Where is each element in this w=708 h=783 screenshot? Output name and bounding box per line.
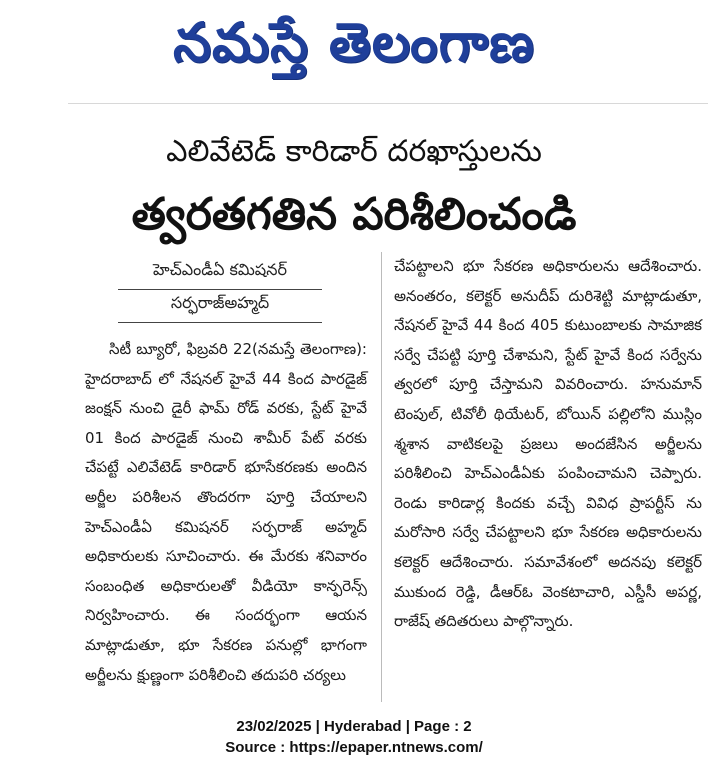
masthead-logo: నమస్తే తెలంగాణ (173, 11, 535, 74)
byline-underline (118, 322, 322, 323)
sub-headline: ఎలివేటెడ్ కారిడార్ దరఖాస్తులను (166, 134, 542, 169)
byline-underline (118, 289, 322, 290)
byline-designation: హెచ్ఎండీఏ కమిషనర్ (153, 260, 287, 279)
article-paragraph: సిటీ బ్యూరో, ఫిబ్రవరి 22(నమస్తే తెలంగాణ): హైదరాబాద్ లో నేషనల్ హైవే 44 కింద పారడైజ్ జంక్షన్ నుంచి డైరీ ఫామ్ రోడ్ వరకు, స్టేట్ హైవే 01 కింద పారడైజ్ నుంచి శామీర్ పేట్ వరకు చేపట్టే ఎలివేటెడ్ కారిడార్ భూసేకరణకు అందిన అర్జీల పరిశీలన తొందరగా పూర్తి చేయాలని హెచ్ఎండీఏ కమిషనర్ సర్ఫరాజ్ అహ్మద్ అధికారులకు సూచించారు. ఈ మేరకు శనివారం సంబంధిత అధికారులతో వీడియో కాన్ఫరెన్స్ నిర్వహించారు. ఈ సందర్భంగా ఆయన మాట్లాడుతూ, భూ సేకరణ పనుల్లో భాగంగా అర్జీలను క్షుణ్ణంగా పరిశీలించి తదుపరి చర్యలు (85, 340, 367, 684)
masthead-divider (68, 103, 708, 104)
main-headline: త్వరతగతిన పరిశీలించండి (131, 189, 577, 240)
byline-name: సర్ఫరాజ్అహ్మద్ (170, 293, 270, 312)
footer-source: Source : https://epaper.ntnews.com/ (225, 739, 483, 756)
column-divider (381, 252, 382, 702)
article-paragraph: చేపట్టాలని భూ సేకరణ అధికారులను ఆదేశించారు. అనంతరం, కలెక్టర్ అనుదీప్ దురిశెట్టి మాట్లాడుతూ, నేషనల్ హైవే 44 కింద 405 కుటుంబాలకు సామాజిక సర్వే చేపట్టి పూర్తి చేశామని, స్టేట్ హైవే కింద సర్వేను త్వరలో పూర్తి చేస్తామని వివరించారు. హనుమాన్ టెంపుల్, టివోలీ థియేటర్, బోయిన్ పల్లిలోని ముస్లిం శ్మశాన వాటికలపై ప్రజలు అందజేసిన అర్జీలను పరిశీలించి హెచ్ఎండీఏకు పంపించామని చెప్పారు. రెండు కారిడార్ల కిందకు వచ్చే వివిధ ప్రాపర్టీస్ ను మరోసారి సర్వే చేపట్టాలని భూ సేకరణ అధికారులను కలెక్టర్ ఆదేశించారు. సమావేశంలో అదనపు కలెక్టర్ ముకుంద రెడ్డి, డీఆర్ఓ వెంకటాచారి, ఎస్డీసీ అపర్ణ, రాజేష్ తదితరులు పాల్గొన్నారు. (394, 257, 702, 631)
footer-dateline: 23/02/2025 | Hyderabad | Page : 2 (236, 718, 472, 735)
article-column-left (85, 335, 367, 690)
article-column-right (394, 252, 702, 637)
